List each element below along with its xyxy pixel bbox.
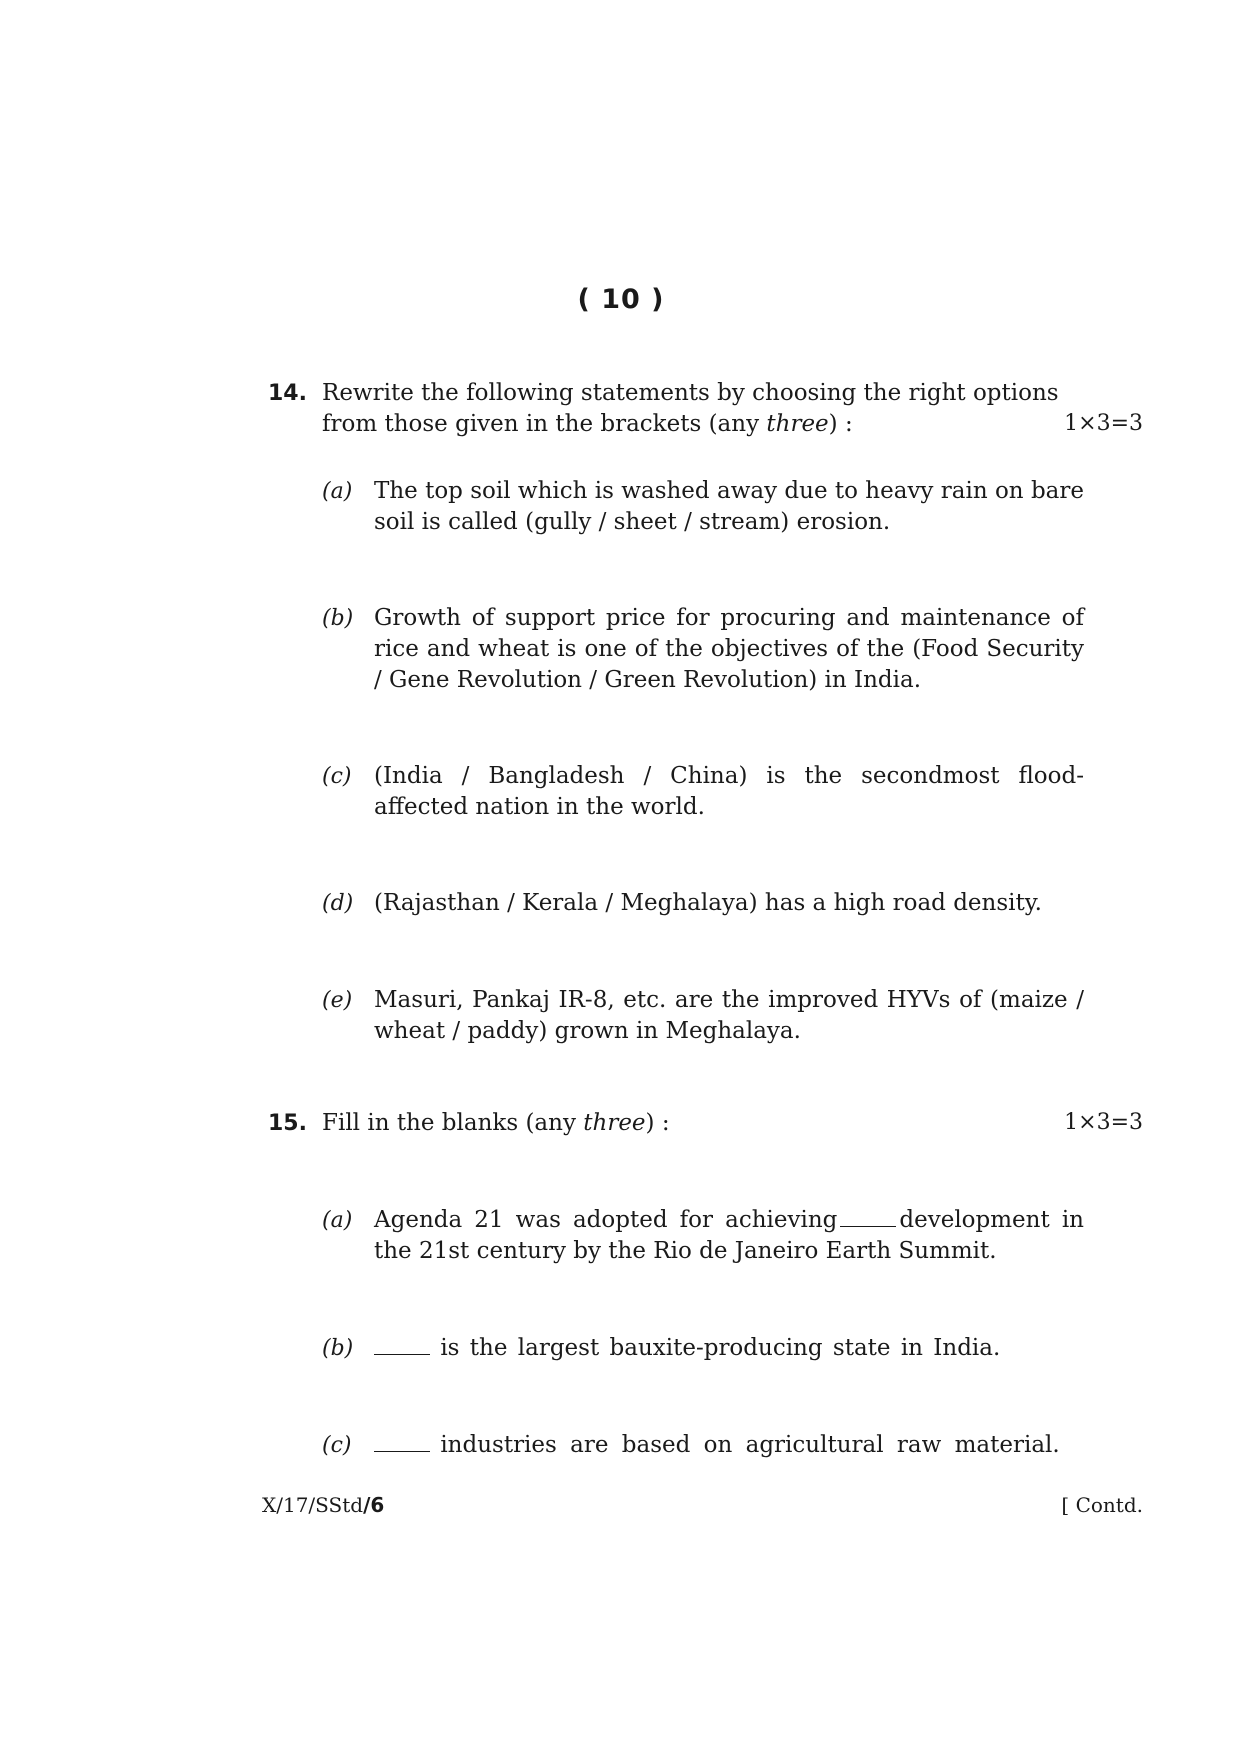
item-label: (a): [322, 1208, 353, 1233]
question-text: [322, 378, 1087, 440]
item-text-before: Agenda 21 was adopted for achieving: [374, 1207, 838, 1233]
paper-set: /6: [363, 1493, 385, 1517]
item-text-after: industries are based on agricultural raw material.: [440, 1432, 1060, 1458]
item-label: (d): [322, 891, 354, 916]
item-text: The top soil which is washed away due to heavy rain on bare soil is called (gully / sheet / stream) erosion.: [374, 478, 1084, 535]
marks: 1×3=3: [1064, 411, 1143, 436]
question-line: Rewrite the following statements by choosing the right options: [322, 380, 1059, 406]
answer-blank: [374, 1338, 430, 1355]
item-text: Masuri, Pankaj IR-8, etc. are the improved HYVs of (maize / wheat / paddy) grown in Meghalaya.: [374, 987, 1084, 1044]
item-text: (Rajasthan / Kerala / Meghalaya) has a high road density.: [374, 890, 1042, 916]
answer-blank: [840, 1210, 896, 1227]
answer-blank: [374, 1435, 430, 1452]
item-label: (a): [322, 479, 353, 504]
question-text-part: ) :: [828, 411, 853, 437]
question-text-part: Fill in the blanks (any: [322, 1110, 584, 1136]
question-text-part: ) :: [645, 1110, 670, 1136]
item-label: (e): [322, 988, 353, 1013]
continued-marker: [ Contd.: [1061, 1493, 1143, 1517]
item-label: (c): [322, 764, 352, 789]
item-text: [374, 1333, 1084, 1364]
item-label: (b): [322, 606, 354, 631]
question-text-emphasis: three: [766, 411, 829, 437]
item-text-after: is the largest bauxite-producing state in India.: [440, 1335, 1001, 1361]
question-line: [322, 409, 1087, 440]
item-text: Growth of support price for procuring and maintenance of rice and wheat is one of the objectives of the (Food Security / Gene Revolution / Green Revolution) in India.: [374, 605, 1084, 693]
question-number: 14.: [268, 381, 307, 406]
item-text: [374, 1205, 1084, 1267]
marks: 1×3=3: [1064, 1110, 1143, 1135]
question-text-emphasis: three: [583, 1110, 646, 1136]
item-label: (c): [322, 1433, 352, 1458]
item-text-after: development in the 21st century by the Rio de Janeiro Earth Summit.: [374, 1207, 1084, 1264]
paper-code-text: X/17/SStd: [262, 1493, 364, 1517]
item-label: (b): [322, 1336, 354, 1361]
question-number: 15.: [268, 1111, 307, 1136]
paper-code: [262, 1493, 384, 1517]
item-text: (India / Bangladesh / China) is the secondmost flood-affected nation in the world.: [374, 763, 1084, 820]
page-number: ( 10 ): [577, 284, 665, 315]
item-text: [374, 1430, 1084, 1461]
question-text-part: from those given in the brackets (any: [322, 411, 767, 437]
question-text: [322, 1108, 1087, 1139]
